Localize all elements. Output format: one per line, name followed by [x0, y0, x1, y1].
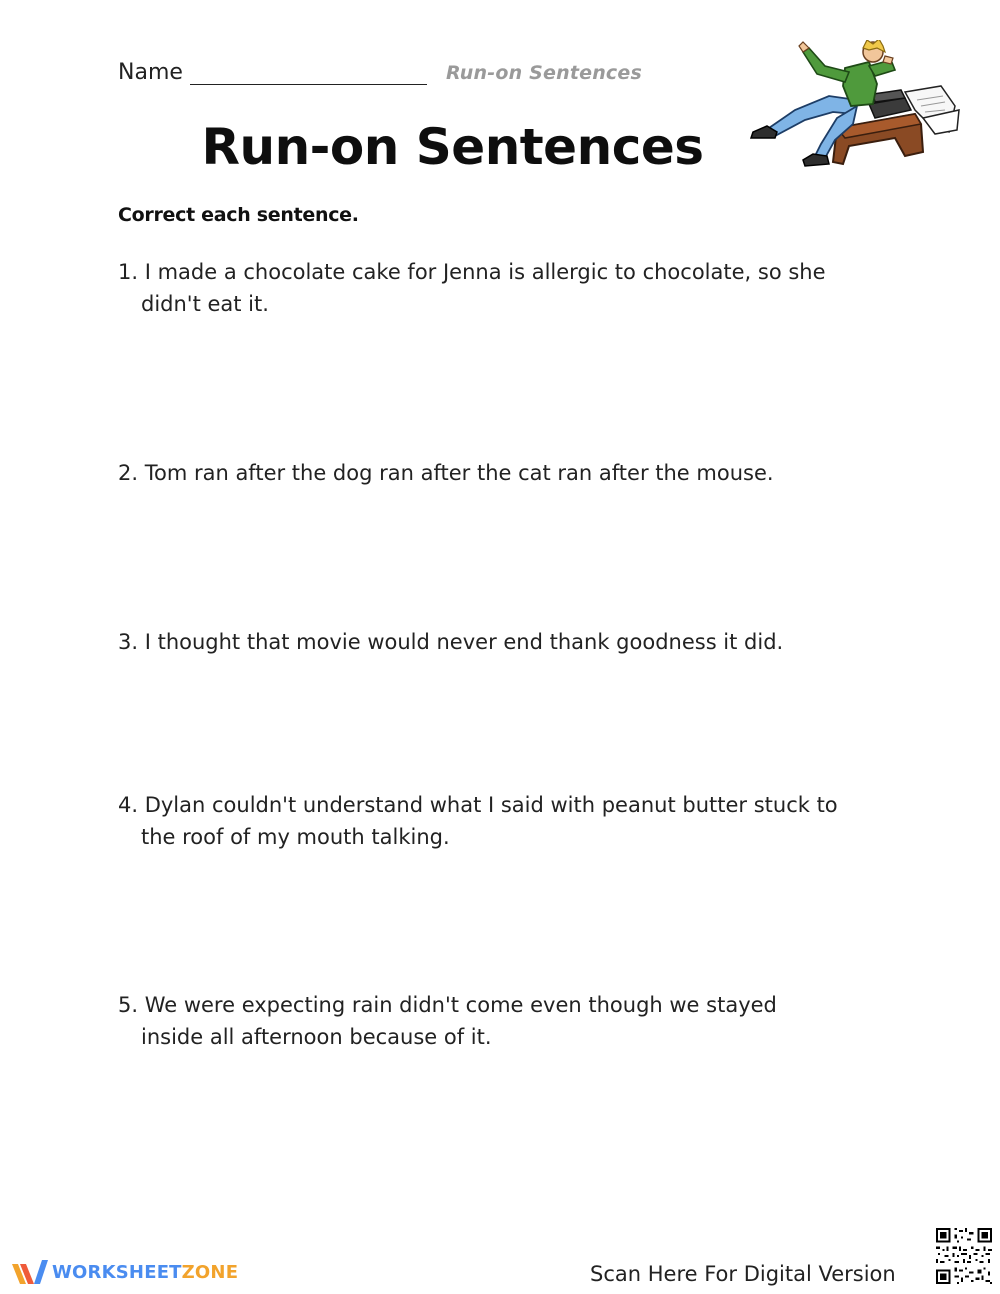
- qr-code-icon[interactable]: [934, 1226, 994, 1286]
- page-title: Run-on Sentences: [201, 118, 704, 176]
- name-blank-line: [190, 84, 427, 85]
- frustrated-writer-illustration: [745, 40, 963, 170]
- question-line: 3. I thought that movie would never end thank goodness it did.: [118, 630, 784, 654]
- name-label: Name: [118, 60, 183, 85]
- question-line: 2. Tom ran after the dog ran after the cat ran after the mouse.: [118, 461, 774, 485]
- question-line: 5. We were expecting rain didn't come even though we stayed: [118, 993, 777, 1017]
- worksheetzone-logo-icon: [10, 1258, 48, 1288]
- logo-word-worksheet: WORKSHEET: [52, 1262, 182, 1283]
- scan-caption: Scan Here For Digital Version: [590, 1262, 896, 1286]
- logo-wordmark: [52, 1262, 238, 1283]
- question-line: 1. I made a chocolate cake for Jenna is allergic to chocolate, so she: [118, 260, 826, 284]
- question-line: didn't eat it.: [141, 292, 269, 316]
- question-line: 4. Dylan couldn't understand what I said with peanut butter stuck to: [118, 793, 838, 817]
- header-topic: Run-on Sentences: [446, 62, 642, 84]
- question-5: [118, 989, 898, 1053]
- question-3: [118, 626, 898, 658]
- question-line: the roof of my mouth talking.: [141, 825, 450, 849]
- question-1: [118, 256, 898, 320]
- logo-word-zone: ZONE: [181, 1262, 239, 1283]
- question-4: [118, 789, 898, 853]
- instruction-text: Correct each sentence.: [118, 204, 359, 226]
- question-line: inside all afternoon because of it.: [141, 1025, 492, 1049]
- question-2: [118, 457, 898, 489]
